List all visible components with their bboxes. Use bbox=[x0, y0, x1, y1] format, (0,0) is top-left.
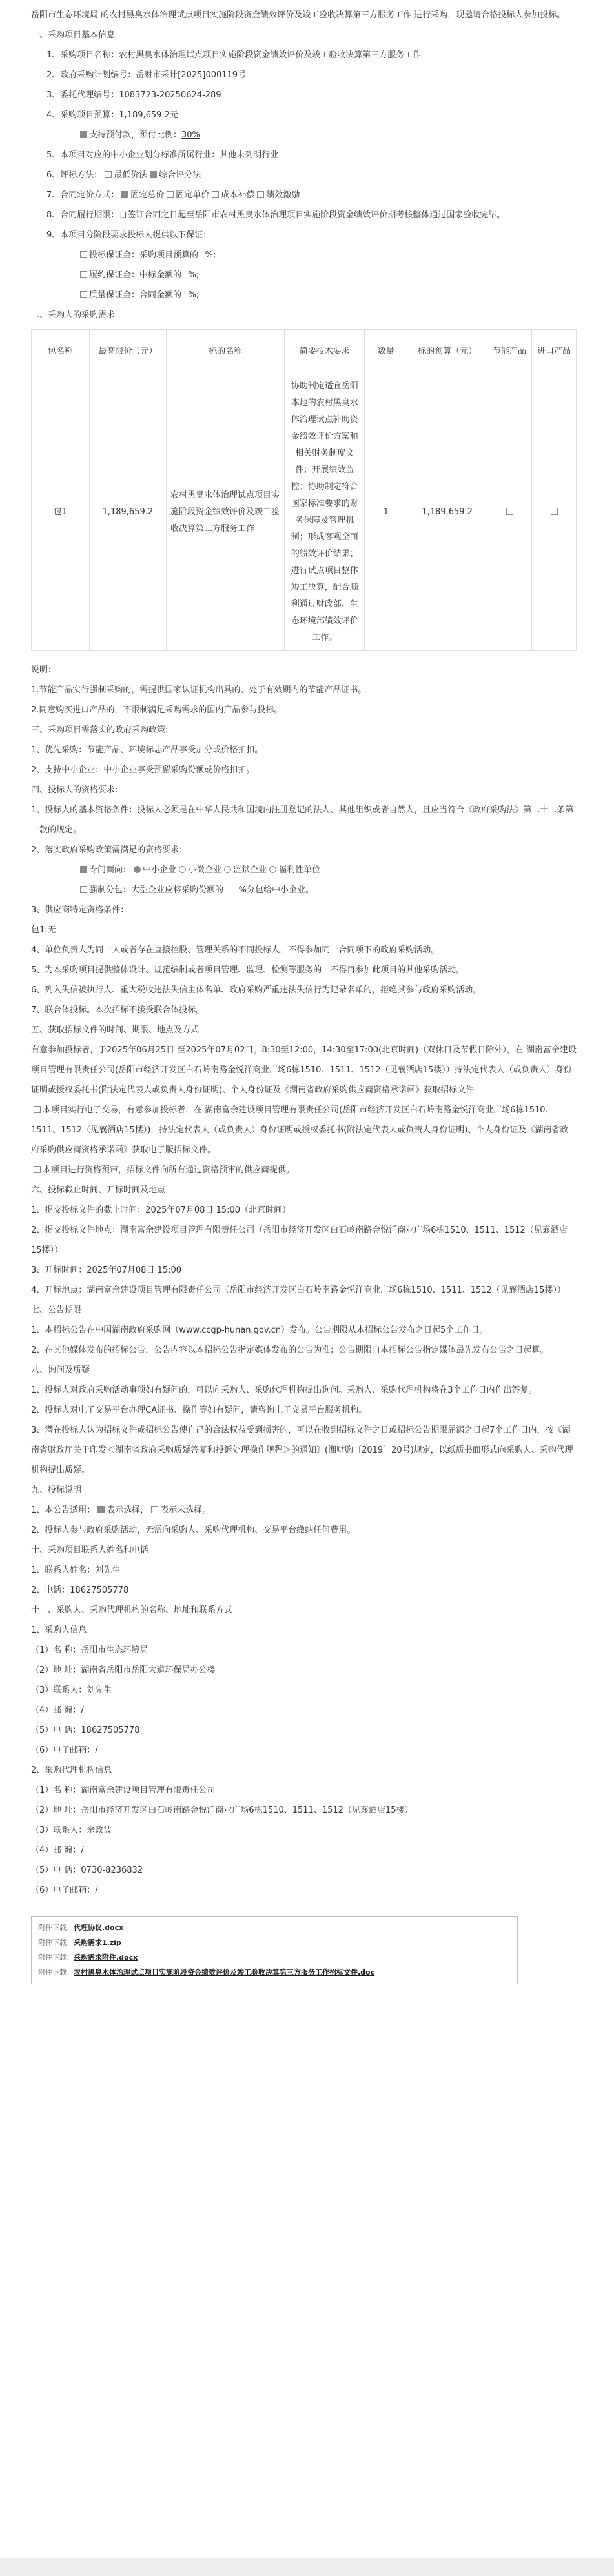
agent-name: （1）名 称：湖南富余建设项目管理有限责任公司 bbox=[31, 1786, 216, 1795]
package-name: 包1 bbox=[32, 374, 90, 651]
project-name: 1、采购项目名称：农村黑臭水体治理试点项目实施阶段资金绩效评价及竣工验收决算第三方服务工作 bbox=[46, 50, 422, 60]
contract-period: 8、合同履行期限：自签订合同之日起至岳阳市农村黑臭水体治理项目实施阶段资金绩效评价期考核整体通过国家验收完毕。 bbox=[46, 210, 506, 220]
agent-email: （6）电子邮箱：/ bbox=[31, 1886, 98, 1895]
agent-address: （2）地 址：岳阳市经济开发区白石岭南路金悦洋商业广场6栋1510、1511、1512（见襄酒店15楼） bbox=[31, 1806, 413, 1815]
table-header-cell: 标的预算（元） bbox=[407, 330, 487, 374]
table-header-cell: 数量 bbox=[365, 330, 407, 374]
electronic-docs-paragraph: 本项目实行电子交易，有意参加投标者，在 湖南富余建设项目管理有限责任公司(岳阳市经济开发区白石岭南路金悦洋商业广场6栋1510、1511、1512（见襄酒店15楼）)，持法定代表人（或负责人）身份证明或授权委托书(附法定代表人或负责人身份证明)、个人身份证及《湖南省政府采购供应商资格承诺函》获取电子版招标文件。 bbox=[31, 1105, 569, 1155]
guarantee-intro: 9、本项目分阶段要求投标人提供以下保证： bbox=[46, 230, 212, 240]
notice-period-1: 1、本招标公告在中国湖南政府采购网（www.ccgp-hunan.gov.cn）发布。公告期限从本招标公告发布之日起5个工作日。 bbox=[31, 1325, 488, 1335]
project-budget: 4、采购项目预算：1,189,659.2元 bbox=[46, 110, 178, 120]
attachment-row: 附件下载：采购需求1.zip bbox=[38, 1938, 121, 1947]
qualification-2: 2、落实政府采购政策需满足的资格要求： bbox=[31, 845, 188, 855]
checkbox-empty-icon bbox=[506, 508, 513, 515]
section-7-title: 七、公告期限 bbox=[31, 1305, 82, 1315]
opening-time: 3、开标时间：2025年07月08日 15:00 bbox=[31, 1265, 182, 1275]
qualification-3-detail: 包1:无 bbox=[31, 925, 56, 935]
section-4-title: 四、投标人的资格要求: bbox=[31, 785, 118, 795]
bid-location: 2、提交投标文件地点：湖南富余建设项目管理有限责任公司（岳阳市经济开发区白石岭南路金悦洋商业广场6栋1510、1511、1512（见襄酒店15楼）） bbox=[31, 1225, 568, 1255]
section-6-title: 六、投标截止时间、开标时间及地点 bbox=[31, 1185, 166, 1195]
radio-empty-icon bbox=[224, 866, 231, 873]
checkbox-checked-icon bbox=[97, 1506, 105, 1513]
prepayment-ratio: 30% bbox=[181, 130, 200, 140]
section-8-title: 八、询问及质疑 bbox=[31, 1365, 90, 1375]
checkbox-empty-icon bbox=[80, 291, 87, 298]
checkbox-empty-icon bbox=[80, 251, 87, 258]
prepayment-line: 支持预付款，预付比例：30% bbox=[31, 125, 577, 145]
checkbox-empty-icon bbox=[167, 191, 174, 198]
dedicated-for-line: 专门面向： 中小企业 小微企业 监狱企业 福利性单位 bbox=[31, 860, 577, 880]
checkbox-empty-icon bbox=[257, 191, 264, 198]
table-header-cell: 包名称 bbox=[32, 330, 90, 374]
qualification-5: 5、为本采购项目提供整体设计、规范编制或者项目管理、监理、检测等服务的，不得再参加此项目的其他采购活动。 bbox=[31, 965, 465, 975]
checkbox-empty-icon bbox=[551, 508, 558, 515]
table-row bbox=[32, 374, 577, 651]
radio-empty-icon bbox=[179, 866, 186, 873]
agent-zip: （4）邮 编：/ bbox=[31, 1846, 84, 1855]
buyer-contact: （3）联系人：刘先生 bbox=[31, 1685, 112, 1695]
section-2-title: 二、采购人的采购需求 bbox=[31, 310, 116, 320]
agent-contact: （3）联系人：余政波 bbox=[31, 1826, 112, 1835]
section-3-title: 三、采购项目需落实的政府采购政策: bbox=[31, 725, 169, 735]
buyer-name: （1）名 称：岳阳市生态环境局 bbox=[31, 1645, 148, 1655]
radio-selected-icon bbox=[134, 866, 141, 873]
obtain-docs-paragraph: 有意参加投标者，于2025年06月25日 至2025年07月02日。8:30至12:00，14:30至17:00(北京时间)（双休日及节假日除外），在 湖南富余建设项目管理有限责任公司(岳阳市经济开发区白石岭南路金悦洋商业广场6栋1510、1511、1512（见襄酒店15楼））持法定代表人（或负责人）身份证明或授权委托书(附法定代表人或负责人身份证明)、个人身份证及《湖南省政府采购供应商资格承诺函》获取招标文件 bbox=[31, 1045, 577, 1095]
qualification-4: 4、单位负责人为同一人或者存在直接控股、管理关系的不同投标人，不得参加同一合同项下的政府采购活动。 bbox=[31, 945, 440, 955]
qualification-6: 6、列入失信被执行人、重大税收违法失信主体名单、政府采购严重违法失信行为记录名单的，拒绝其参与政府采购活动。 bbox=[31, 985, 482, 995]
attachment-row: 附件下载：采购需求附件.docx bbox=[38, 1953, 138, 1962]
section-10-title: 十、采购项目联系人姓名和电话 bbox=[31, 1545, 149, 1555]
max-price: 1,189,659.2 bbox=[89, 374, 166, 651]
no-fee-note: 2、投标人参与政府采购活动，无需向采购人、采购代理机构、交易平台缴纳任何费用。 bbox=[31, 1525, 356, 1535]
buyer-address: （2）地 址：湖南省岳阳市岳阳大道环保局办公楼 bbox=[31, 1665, 216, 1675]
table-header-cell: 简要技术要求 bbox=[285, 330, 365, 374]
section-11-title: 十一、采购人、采购代理机构的名称、地址和联系方式 bbox=[31, 1605, 233, 1615]
checkbox-checked-icon bbox=[80, 866, 87, 873]
sme-industry: 5、本项目对应的中小企业划分标准所属行业：其他未列明行业 bbox=[46, 150, 279, 160]
inquiry-1: 1、投标人对政府采购活动事项如有疑问的，可以向采购人、采购代理机构提出询问。采购人、采购代理机构将在3个工作日内作出答复。 bbox=[31, 1385, 537, 1395]
checkbox-empty-icon bbox=[151, 1506, 158, 1513]
opening-location: 4、开标地点：湖南富余建设项目管理有限责任公司（岳阳市经济开发区白石岭南路金悦洋商业广场6栋1510、1511、1512（见襄酒店15楼）） bbox=[31, 1285, 566, 1295]
qualification-3: 3、供应商特定资格条件： bbox=[31, 905, 129, 915]
attachment-link[interactable]: 代理协议.docx bbox=[74, 1924, 124, 1932]
prepayment-checkbox-icon bbox=[80, 131, 87, 138]
bid-deadline: 1、提交投标文件的截止时间：2025年07月08日 15:00（北京时间） bbox=[31, 1205, 291, 1215]
section-5-title: 五、获取招标文件的时间、期限、地点及方式 bbox=[31, 1025, 200, 1035]
inquiry-3: 3、潜在投标人认为招标文件或招标公告使自己的合法权益受到损害的，可以在收到招标文件之日或招标公告期限届满之日起7个工作日内，按《湖南省财政厅关于印发＜湖南省政府采购质疑答复和投诉处理操作规程＞的通知》(湘财购〔2019〕20号)规定，以纸质书面形式向采购人、采购代理机构提出质疑。 bbox=[31, 1425, 573, 1475]
quality-guarantee: 质量保证金：合同金额的 _%; bbox=[31, 285, 577, 305]
inquiry-2: 2、投标人对电子交易平台办理CA证书、操作等如有疑问，请咨询电子交易平台服务机构。 bbox=[31, 1405, 367, 1415]
attachment-link[interactable]: 采购需求1.zip bbox=[74, 1938, 121, 1947]
qualification-1: 1、投标人的基本资格条件：投标人必须是在中华人民共和国境内注册登记的法人、其他组织或者自然人，且应当符合《政府采购法》第二十二条第一款的规定。 bbox=[31, 805, 574, 835]
checkbox-empty-icon bbox=[80, 886, 87, 893]
checkbox-checked-icon bbox=[150, 171, 157, 178]
plan-number: 2、政府采购计划编号：岳财市采计[2025]000119号 bbox=[46, 70, 247, 80]
item-name: 农村黑臭水体治理试点项目实施阶段资金绩效评价及竣工验收决算第三方服务工作 bbox=[166, 374, 284, 651]
attachment-row: 附件下载：农村黑臭水体治理试点项目实施阶段资金绩效评价及竣工验收决算第三方服务工作招标文件.doc bbox=[38, 1968, 375, 1977]
quantity: 1 bbox=[365, 374, 407, 651]
table-header-cell: 最高限价（元） bbox=[89, 330, 166, 374]
notice-period-2: 2、在其他媒体发布的招标公告，公告内容以本招标公告指定媒体发布的公告为准；公告期限自本招标公告指定媒体最先发布公告之日起算。 bbox=[31, 1345, 549, 1355]
evaluation-method: 6、评标方法： 最低价法 综合评分法 bbox=[46, 170, 201, 180]
section-1-title: 一、采购项目基本信息 bbox=[31, 30, 116, 40]
section-9-title: 九、投标说明 bbox=[31, 1485, 82, 1495]
qualification-7: 7、联合体投标。本次招标不接受联合体投标。 bbox=[31, 1005, 205, 1015]
mandatory-subcontract: 强制分包：大型企业应将采购份额的 ___%分包给中小企业。 bbox=[31, 880, 577, 900]
pricing-method: 7、合同定价方式： 固定总价 固定单价 成本补偿 绩效激励 bbox=[46, 190, 300, 200]
tech-requirements: 协助制定适宜岳阳本地的农村黑臭水体治理试点补助资金绩效评价方案和相关财务制度文件；开展绩效监控；协助制定符合国家标准要求的财务保障及管理机制；形成客观全面的绩效评价结果；进行试点项目整体竣工决算，配合顺利通过财政部、生态环境部绩效评价工作。 bbox=[285, 374, 365, 651]
buyer-zip: （4）邮 编：/ bbox=[31, 1706, 84, 1715]
note-2: 2.同意购买进口产品的，不限制满足采购需求的国内产品参与投标。 bbox=[31, 705, 283, 715]
page-footer-bar bbox=[0, 2558, 614, 2576]
radio-empty-icon bbox=[269, 866, 276, 873]
buyer-title: 1、采购人信息 bbox=[31, 1625, 87, 1635]
performance-guarantee: 履约保证金：中标金额的 _%; bbox=[31, 265, 577, 285]
checkbox-empty-icon bbox=[212, 191, 219, 198]
table-header-cell: 节能产品 bbox=[487, 330, 532, 374]
prequalification-paragraph: 本项目进行资格预审，招标文件向所有通过资格预审的供应商提供。 bbox=[31, 1160, 577, 1180]
intro-paragraph: 岳阳市生态环境局 的农村黑臭水体治理试点项目实施阶段资金绩效评价及竣工验收决算第三方服务工作 进行采购，现邀请合格投标人参加投标。 bbox=[31, 10, 566, 20]
checkbox-empty-icon bbox=[80, 271, 87, 278]
policy-2: 2、支持中小企业：中小企业享受预留采购份额或价格扣扣。 bbox=[31, 765, 255, 775]
checkbox-empty-icon bbox=[34, 1106, 41, 1113]
requirements-table bbox=[31, 329, 577, 651]
attachment-link[interactable]: 农村黑臭水体治理试点项目实施阶段资金绩效评价及竣工验收决算第三方服务工作招标文件.doc bbox=[74, 1968, 375, 1977]
buyer-email: （6）电子邮箱：/ bbox=[31, 1746, 98, 1755]
buyer-phone: （5）电 话：18627505778 bbox=[31, 1726, 140, 1735]
attachment-row: 附件下载：代理协议.docx bbox=[38, 1924, 124, 1932]
legend-line: 1、本公告适用： 表示选择， 表示未选择。 bbox=[31, 1505, 211, 1515]
contact-phone: 2、电话：18627505778 bbox=[31, 1585, 129, 1595]
table-header-cell: 标的名称 bbox=[166, 330, 284, 374]
table-header-cell: 进口产品 bbox=[531, 330, 576, 374]
attachment-link[interactable]: 采购需求附件.docx bbox=[74, 1953, 138, 1962]
agency-number: 3、委托代理编号：1083723-20250624-289 bbox=[46, 90, 221, 100]
contact-name: 1、联系人姓名：刘先生 bbox=[31, 1565, 121, 1575]
checkbox-checked-icon bbox=[121, 191, 128, 198]
bid-guarantee: 投标保证金：采购项目预算的 _%; bbox=[31, 245, 577, 265]
attachments-box bbox=[31, 1916, 518, 1984]
note-1: 1.节能产品实行强制采购的，需提供国家认证机构出具的、处于有效期内的节能产品证书。 bbox=[31, 685, 367, 695]
imported-cell bbox=[531, 374, 576, 651]
energy-saving-cell bbox=[487, 374, 532, 651]
checkbox-empty-icon bbox=[105, 171, 112, 178]
notes-title: 说明： bbox=[31, 665, 57, 675]
agent-phone: （5）电 话：0730-8236832 bbox=[31, 1866, 143, 1875]
agent-title: 2、采购代理机构信息 bbox=[31, 1766, 112, 1775]
policy-1: 1、优先采购：节能产品、环境标志产品享受加分或价格扣扣。 bbox=[31, 745, 263, 755]
checkbox-empty-icon bbox=[34, 1166, 41, 1173]
item-budget: 1,189,659.2 bbox=[407, 374, 487, 651]
table-header-row bbox=[32, 330, 577, 374]
